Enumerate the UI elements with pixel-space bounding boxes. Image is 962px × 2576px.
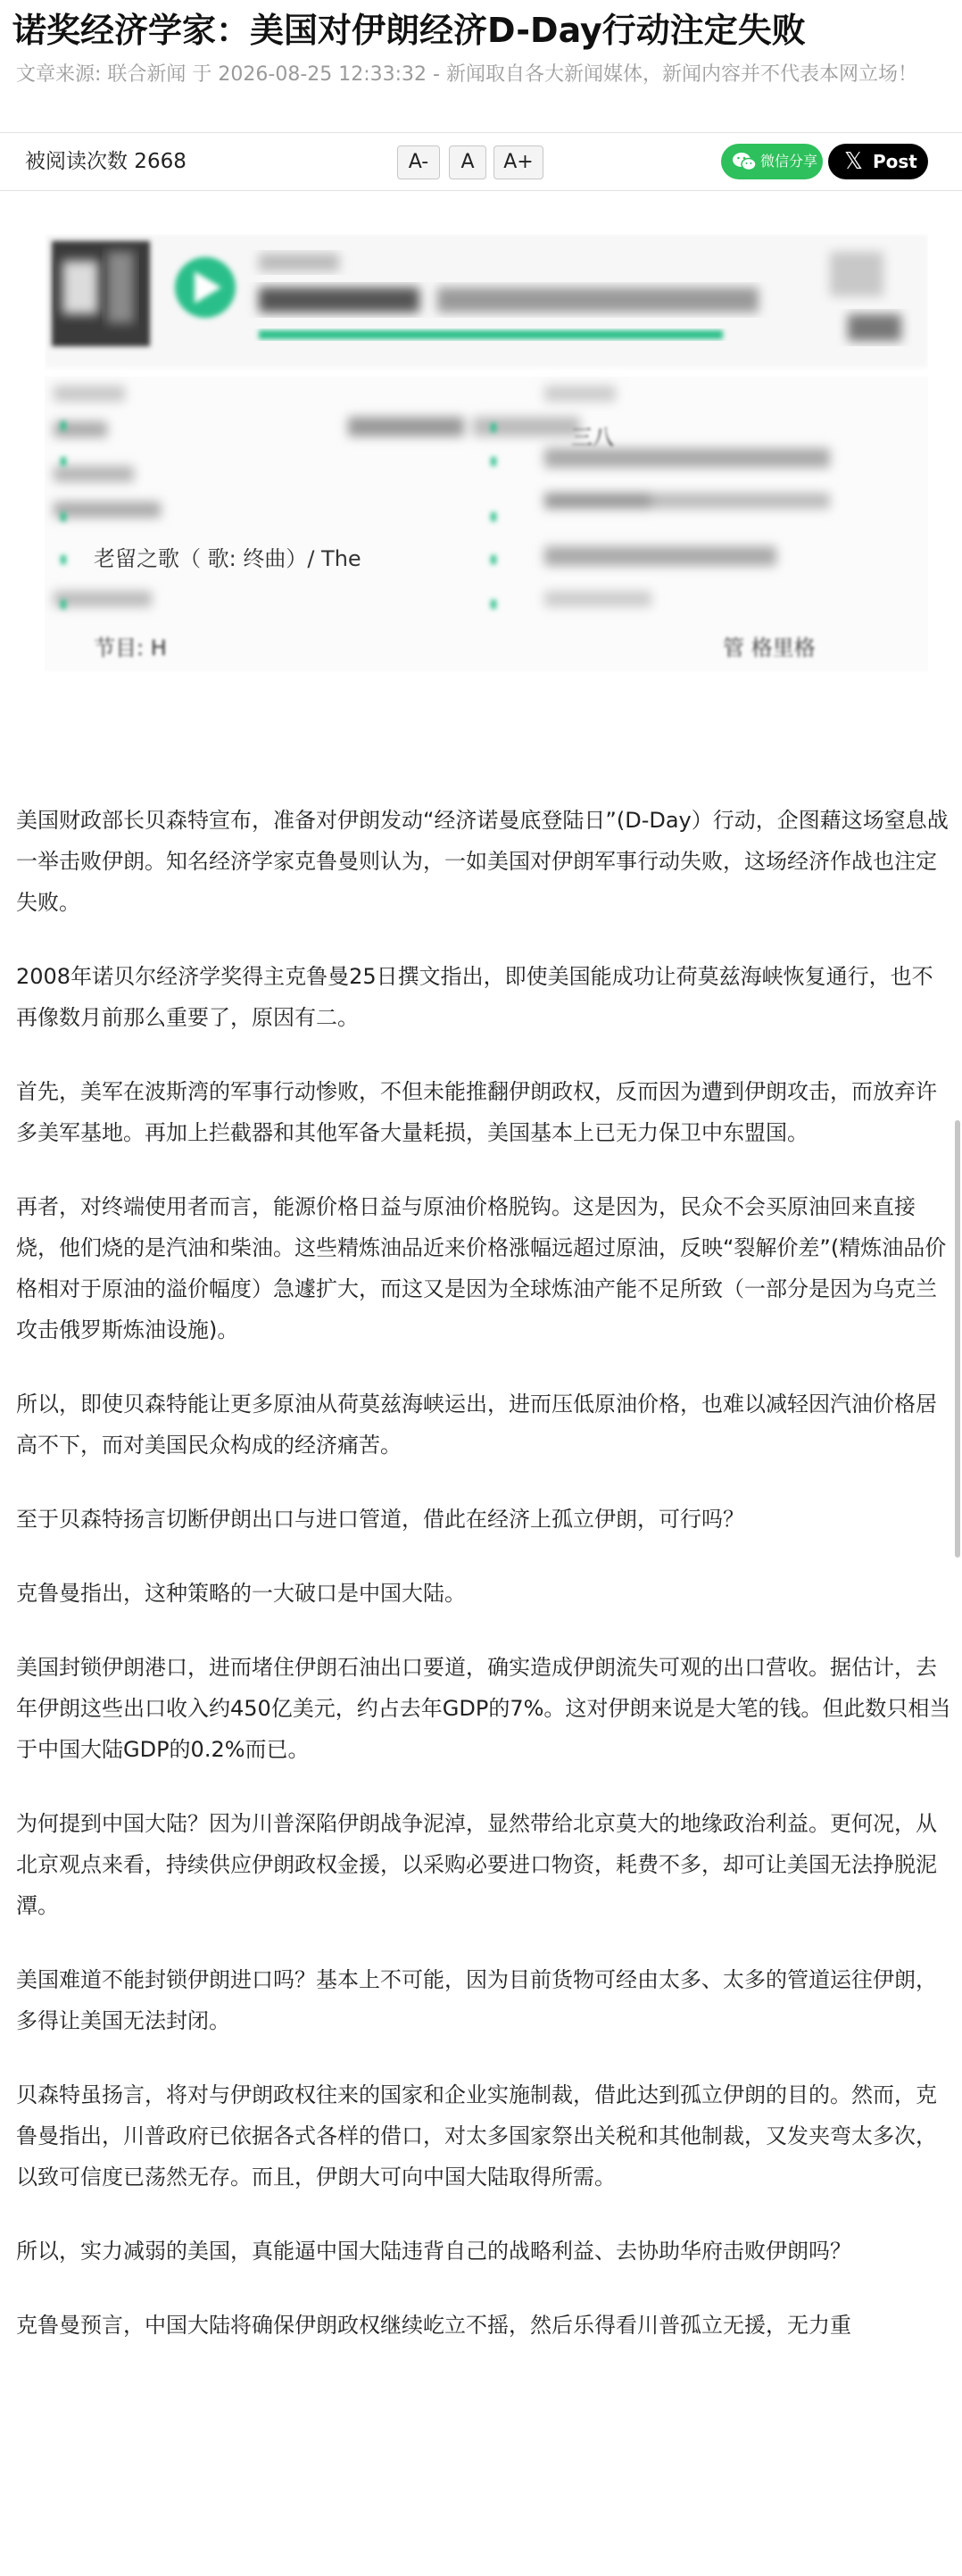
screenshot-program-line: 节目: H [94, 636, 167, 661]
article-paragraph: 美国财政部长贝森特宣布，准备对伊朗发动“经济诺曼底登陆日”(D-Day）行动，企图藉这场窒息战一举击败伊朗。知名经济学家克鲁曼则认为，一如美国对伊朗军事行动失败，这场经济作战也注定失败。 [16, 808, 949, 915]
article-paragraph: 至于贝森特扬言切断伊朗出口与进口管道，借此在经济上孤立伊朗，可行吗？ [16, 1507, 744, 1532]
wechat-share-label: 微信分享 [760, 153, 818, 170]
x-post-label: Post [873, 151, 917, 172]
article-image [45, 234, 928, 671]
font-decrease-button[interactable]: A- [397, 145, 440, 179]
article-paragraph: 所以，实力减弱的美国，真能逼中国大陆违背自己的战略利益、去协助华府击败伊朗吗？ [16, 2239, 851, 2264]
wechat-share-button[interactable] [721, 144, 823, 179]
article-paragraph: 贝森特虽扬言，将对与伊朗政权往来的国家和企业实施制裁，借此达到孤立伊朗的目的。然而，克鲁曼指出，川普政府已依据各式各样的借口，对太多国家祭出关税和其他制裁，又发夹弯太多次，以致可信度已荡然无存。而且，伊朗大可向中国大陆取得所需。 [16, 2082, 937, 2190]
read-count: 被阅读次数 2668 [25, 150, 187, 173]
font-normal-button[interactable]: A [449, 145, 486, 179]
article-paragraph: 美国难道不能封锁伊朗进口吗？基本上不可能，因为目前货物可经由太多、太多的管道运往伊朗，多得让美国无法封闭。 [16, 1967, 937, 2033]
article-paragraph: 克鲁曼预言，中国大陆将确保伊朗政权继续屹立不摇，然后乐得看川普孤立无援，无力重 [16, 2313, 851, 2338]
blurred-app-screenshot [45, 234, 928, 671]
screenshot-lyric-line: 老留之歌（ 歌: 终曲）/ The [94, 546, 361, 571]
wechat-icon [732, 152, 757, 171]
screenshot-right-line: 管 格里格 [723, 636, 816, 661]
x-logo-icon: 𝕏 [844, 148, 863, 175]
article-title: 诺奖经济学家：美国对伊朗经济D-Day行动注定失败 [12, 11, 806, 50]
article-paragraph: 再者，对终端使用者而言，能源价格日益与原油价格脱钩。这是因为，民众不会买原油回来直接烧，他们烧的是汽油和柴油。这些精炼油品近来价格涨幅远超过原油，反映“裂解价差”(精炼油品价格相对于原油的溢价幅度）急遽扩大，而这又是因为全球炼油产能不足所致（一部分是因为乌克兰攻击俄罗斯炼油设施)。 [16, 1194, 947, 1342]
article-paragraph: 克鲁曼指出，这种策略的一大破口是中国大陆。 [16, 1581, 466, 1606]
article-paragraph: 所以，即使贝森特能让更多原油从荷莫兹海峡运出，进而压低原油价格，也难以减轻因汽油价格居高不下，而对美国民众构成的经济痛苦。 [16, 1392, 937, 1458]
article-paragraph: 美国封锁伊朗港口，进而堵住伊朗石油出口要道，确实造成伊朗流失可观的出口营收。据估计，去年伊朗这些出口收入约450亿美元，约占去年GDP的7%。这对伊朗来说是大笔的钱。但此数只相当于中国大陆GDP的0.2%而已。 [16, 1655, 951, 1762]
article-paragraph: 2008年诺贝尔经济学奖得主克鲁曼25日撰文指出，即使美国能成功让荷莫兹海峡恢复通行，也不再像数月前那么重要了，原因有二。 [16, 964, 933, 1030]
article-paragraph: 首先，美军在波斯湾的军事行动惨败，不但未能推翻伊朗政权，反而因为遭到伊朗攻击，而放弃许多美军基地。再加上拦截器和其他军备大量耗损，美国基本上已无力保卫中东盟国。 [16, 1079, 937, 1145]
page-scrollbar[interactable] [955, 1120, 960, 1558]
article-meta: 文章来源: 联合新闻 于 2026-08-25 12:33:32 - 新闻取自各大新闻媒体，新闻内容并不代表本网立场！ [16, 63, 917, 86]
screenshot-series-line: 三八 [571, 425, 614, 450]
article-paragraph: 为何提到中国大陆？因为川普深陷伊朗战争泥淖，显然带给北京莫大的地缘政治利益。更何况，从北京观点来看，持续供应伊朗政权金援，以采购必要进口物资，耗费不多，却可让美国无法挣脱泥潭。 [16, 1811, 937, 1918]
article-body [16, 800, 951, 2379]
x-post-button[interactable] [828, 144, 928, 179]
font-increase-button[interactable]: A+ [493, 145, 543, 179]
article-toolbar [0, 132, 962, 191]
